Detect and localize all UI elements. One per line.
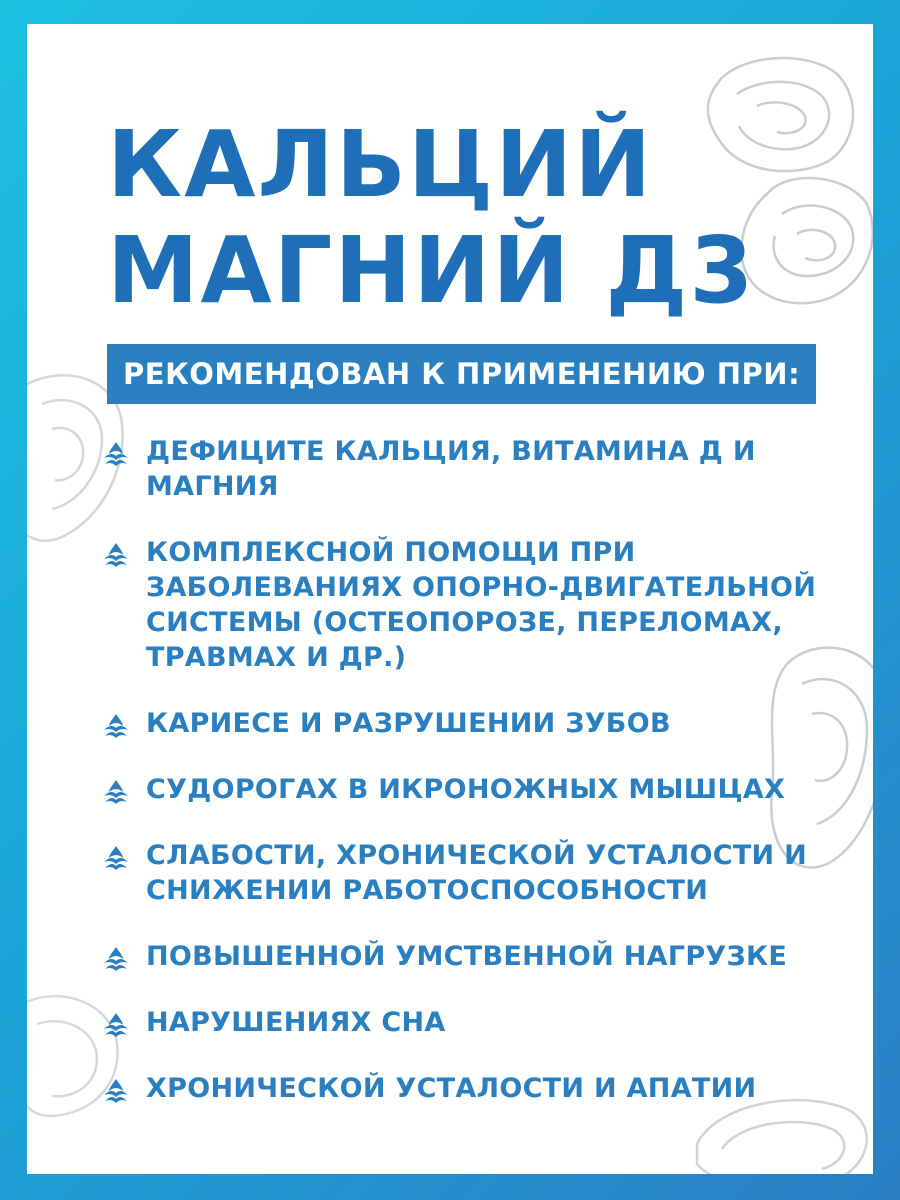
list-item-text: ПОВЫШЕННОЙ УМСТВЕННОЙ НАГРУЗКЕ [146,941,788,972]
water-drop-wave-icon [102,441,130,467]
page-title [107,112,755,324]
recommendation-banner: РЕКОМЕНДОВАН К ПРИМЕНЕНИЮ ПРИ: [107,344,816,404]
list-item-text: КАРИЕСЕ И РАЗРУШЕНИИ ЗУБОВ [146,708,671,739]
water-drop-wave-icon [102,1012,130,1038]
list-item-text: СУДОРОГАХ В ИКРОНОЖНЫХ МЫШЦАХ [146,774,786,805]
list-item [102,838,822,908]
list-item-text: КОМПЛЕКСНОЙ ПОМОЩИ ПРИ ЗАБОЛЕВАНИЯХ ОПОРНО-ДВИГАТЕЛЬНОЙ СИСТЕМЫ (ОСТЕОПОРОЗЕ, ПЕРЕЛОМАХ, ТРАВМАХ И ДР.) [146,537,817,673]
list-item [102,1071,822,1106]
content-panel [27,24,873,1174]
water-drop-wave-icon [102,946,130,972]
water-drop-wave-icon [102,713,130,739]
list-item-text: ДЕФИЦИТЕ КАЛЬЦИЯ, ВИТАМИНА Д И МАГНИЯ [146,436,756,502]
title-line-1: КАЛЬЦИЙ [107,111,654,218]
list-item-text: СЛАБОСТИ, ХРОНИЧЕСКОЙ УСТАЛОСТИ И СНИЖЕНИИ РАБОТОСПОСОБНОСТИ [146,840,808,906]
title-line-2: МАГНИЙ Д3 [107,217,756,324]
list-item [102,535,822,675]
list-item [102,939,822,974]
indication-list [102,434,822,1137]
water-drop-wave-icon [102,779,130,805]
water-drop-wave-icon [102,542,130,568]
list-item-text: НАРУШЕНИЯХ СНА [146,1007,446,1038]
list-item-text: ХРОНИЧЕСКОЙ УСТАЛОСТИ И АПАТИИ [146,1073,757,1104]
list-item [102,772,822,807]
water-drop-wave-icon [102,1078,130,1104]
list-item [102,1005,822,1040]
water-drop-wave-icon [102,845,130,871]
list-item [102,434,822,504]
list-item [102,706,822,741]
